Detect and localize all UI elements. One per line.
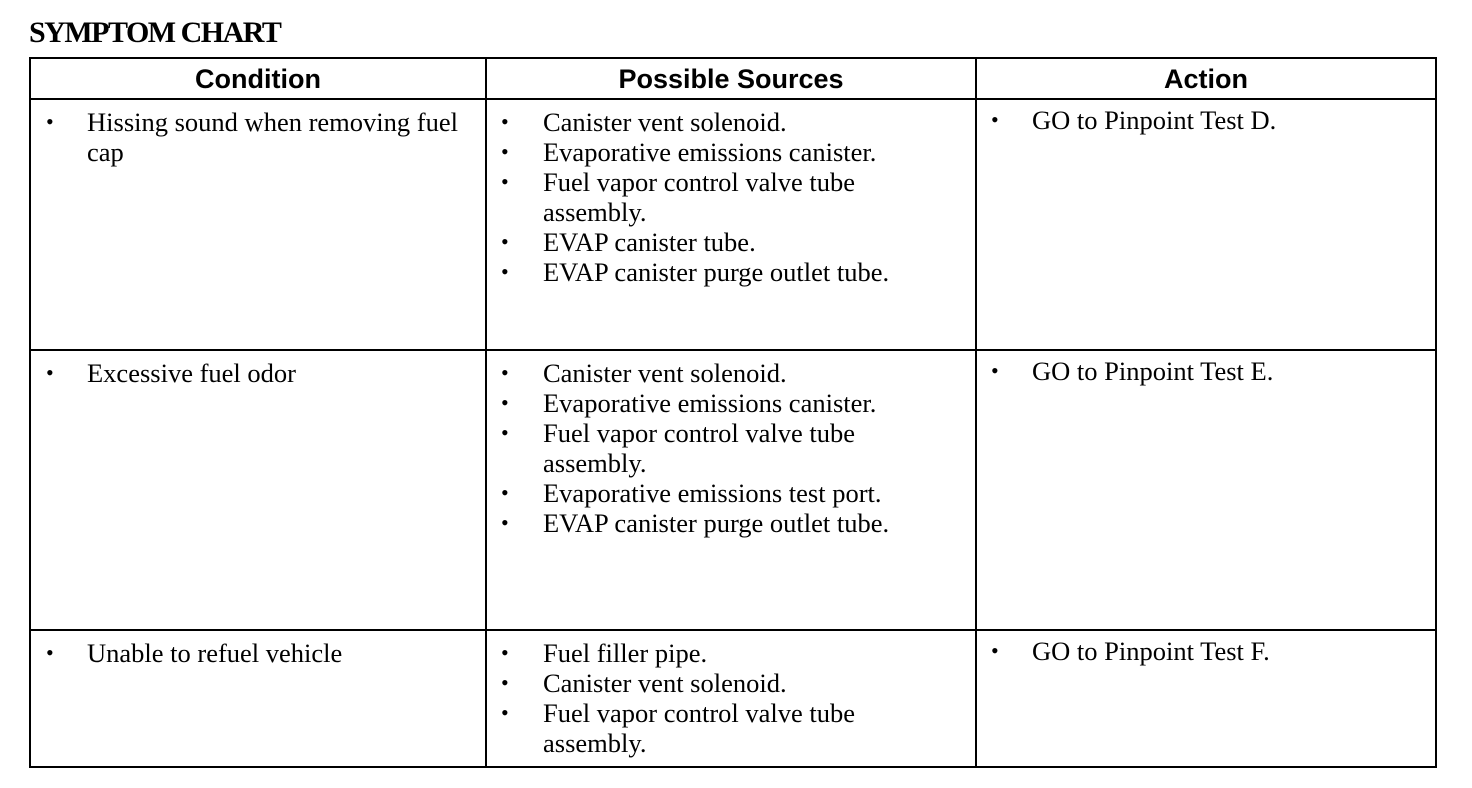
table-row bbox=[30, 630, 1436, 767]
action-text: GO to Pinpoint Test F. bbox=[1032, 636, 1270, 666]
bullet-icon: • bbox=[501, 510, 509, 535]
source-text: Fuel filler pipe. bbox=[543, 638, 708, 668]
list-item bbox=[487, 227, 975, 257]
list-item bbox=[487, 257, 975, 287]
action-cell bbox=[976, 630, 1436, 767]
condition-cell bbox=[30, 350, 486, 630]
condition-cell bbox=[30, 630, 486, 767]
list-item bbox=[31, 358, 485, 388]
table-row bbox=[30, 99, 1436, 350]
action-list bbox=[977, 100, 1435, 135]
bullet-icon: • bbox=[46, 109, 54, 134]
source-text: EVAP canister purge outlet tube. bbox=[543, 257, 890, 287]
condition-list bbox=[31, 631, 485, 668]
bullet-icon: • bbox=[501, 109, 509, 134]
sources-cell bbox=[486, 630, 976, 767]
list-item bbox=[487, 358, 975, 388]
condition-text: Hissing sound when removing fuel cap bbox=[87, 107, 458, 167]
list-item bbox=[977, 105, 1435, 135]
condition-list bbox=[31, 351, 485, 388]
source-text: Canister vent solenoid. bbox=[543, 668, 787, 698]
action-cell bbox=[976, 99, 1436, 350]
table-row bbox=[30, 350, 1436, 630]
symptom-chart-table bbox=[29, 57, 1437, 768]
source-text: EVAP canister tube. bbox=[543, 227, 756, 257]
action-list bbox=[977, 631, 1435, 666]
list-item bbox=[487, 137, 975, 167]
sources-list bbox=[487, 100, 975, 295]
list-item bbox=[487, 107, 975, 137]
list-item bbox=[31, 107, 485, 167]
condition-text: Excessive fuel odor bbox=[87, 358, 296, 388]
list-item bbox=[487, 638, 975, 668]
list-item bbox=[487, 418, 975, 478]
action-list bbox=[977, 351, 1435, 386]
bullet-icon: • bbox=[501, 480, 509, 505]
list-item bbox=[487, 668, 975, 698]
source-text: Fuel vapor control valve tube assembly. bbox=[543, 167, 856, 227]
header-row bbox=[30, 58, 1436, 99]
header-possible-sources: Possible Sources bbox=[486, 58, 976, 99]
list-item bbox=[487, 698, 975, 758]
list-item bbox=[977, 356, 1435, 386]
source-text: EVAP canister purge outlet tube. bbox=[543, 508, 890, 538]
source-text: Evaporative emissions canister. bbox=[543, 388, 877, 418]
bullet-icon: • bbox=[501, 229, 509, 254]
bullet-icon: • bbox=[991, 107, 999, 132]
list-item bbox=[487, 478, 975, 508]
bullet-icon: • bbox=[501, 670, 509, 695]
source-text: Evaporative emissions test port. bbox=[543, 478, 882, 508]
bullet-icon: • bbox=[501, 420, 509, 445]
source-text: Fuel vapor control valve tube assembly. bbox=[543, 698, 856, 758]
bullet-icon: • bbox=[991, 358, 999, 383]
condition-text: Unable to refuel vehicle bbox=[87, 638, 343, 668]
source-text: Fuel vapor control valve tube assembly. bbox=[543, 418, 856, 478]
source-text: Canister vent solenoid. bbox=[543, 107, 787, 137]
bullet-icon: • bbox=[501, 169, 509, 194]
bullet-icon: • bbox=[46, 360, 54, 385]
list-item bbox=[487, 167, 975, 227]
list-item bbox=[487, 388, 975, 418]
bullet-icon: • bbox=[501, 360, 509, 385]
bullet-icon: • bbox=[991, 638, 999, 663]
sources-cell bbox=[486, 350, 976, 630]
action-text: GO to Pinpoint Test D. bbox=[1032, 105, 1277, 135]
header-action: Action bbox=[976, 58, 1436, 99]
header-condition: Condition bbox=[30, 58, 486, 99]
bullet-icon: • bbox=[501, 700, 509, 725]
condition-list bbox=[31, 100, 485, 167]
list-item bbox=[977, 636, 1435, 666]
condition-cell bbox=[30, 99, 486, 350]
bullet-icon: • bbox=[501, 139, 509, 164]
action-cell bbox=[976, 350, 1436, 630]
list-item bbox=[31, 638, 485, 668]
bullet-icon: • bbox=[46, 640, 54, 665]
list-item bbox=[487, 508, 975, 538]
bullet-icon: • bbox=[501, 259, 509, 284]
sources-list bbox=[487, 351, 975, 546]
page-title: SYMPTOM CHART bbox=[29, 16, 281, 49]
bullet-icon: • bbox=[501, 640, 509, 665]
bullet-icon: • bbox=[501, 390, 509, 415]
sources-list bbox=[487, 631, 975, 766]
source-text: Evaporative emissions canister. bbox=[543, 137, 877, 167]
source-text: Canister vent solenoid. bbox=[543, 358, 787, 388]
sources-cell bbox=[486, 99, 976, 350]
action-text: GO to Pinpoint Test E. bbox=[1032, 356, 1274, 386]
